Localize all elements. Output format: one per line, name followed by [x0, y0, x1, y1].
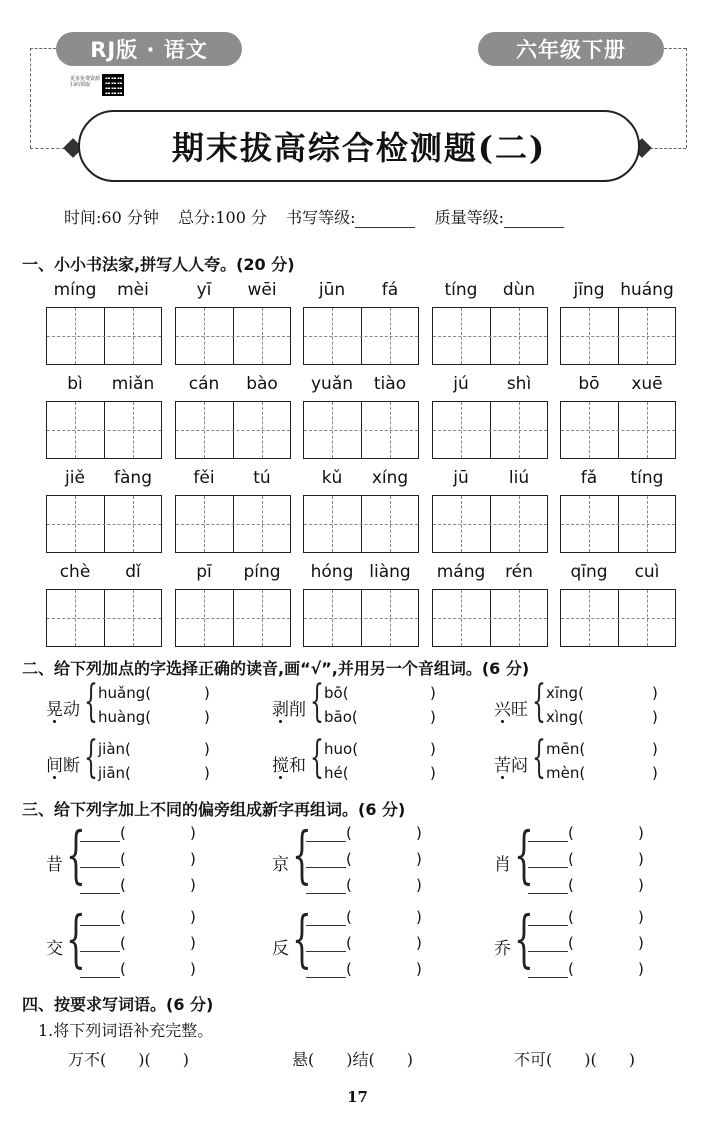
pinyin-label: xuē [631, 374, 663, 394]
pinyin-option[interactable]: hé( [324, 764, 349, 782]
writing-grid-box[interactable] [432, 401, 548, 459]
radical-answer-line[interactable] [80, 934, 126, 952]
brace-icon: { [292, 818, 312, 891]
close-paren: ) [204, 684, 210, 702]
emphasis-dot-icon [279, 776, 282, 779]
radical-answer-line[interactable] [80, 850, 126, 868]
writing-grid-box[interactable] [175, 307, 291, 365]
pinyin-label: tú [253, 468, 271, 488]
close-paren: ) [190, 824, 196, 842]
close-paren: ) [190, 876, 196, 894]
blank-underline[interactable] [528, 881, 568, 894]
pinyin-label: bō [578, 374, 600, 394]
pinyin-label: fàng [114, 468, 152, 488]
close-paren: ) [190, 908, 196, 926]
writing-grid-box[interactable] [560, 401, 676, 459]
pinyin-label: jiě [65, 468, 85, 488]
close-paren: ) [652, 740, 658, 758]
blank-underline[interactable] [80, 939, 120, 952]
close-paren: ) [416, 960, 422, 978]
radical-answer-line[interactable] [306, 876, 352, 894]
pinyin-label: miǎn [111, 374, 155, 394]
pinyin-label: liú [508, 468, 530, 488]
pinyin-option[interactable]: mèn( [546, 764, 586, 782]
pinyin-option[interactable]: jiān( [98, 764, 131, 782]
blank-underline[interactable] [306, 829, 346, 842]
pinyin-option[interactable]: xīng( [546, 684, 584, 702]
brace-icon: { [310, 732, 324, 783]
writing-grid-box[interactable] [560, 307, 676, 365]
writing-grid-box[interactable] [432, 495, 548, 553]
brace-icon: { [514, 818, 534, 891]
writing-grid-box[interactable] [46, 307, 162, 365]
brace-icon: { [292, 902, 312, 975]
pinyin-option[interactable]: huàng( [98, 708, 152, 726]
pinyin-option[interactable]: mēn( [546, 740, 586, 758]
brace-icon: { [532, 676, 546, 727]
radical-answer-line[interactable] [528, 824, 574, 842]
open-paren: ( [568, 908, 574, 926]
target-word: 间断 [46, 756, 80, 776]
close-paren: ) [430, 740, 436, 758]
exam-info [64, 205, 564, 228]
writing-grid-box[interactable] [175, 589, 291, 647]
quality-grade-label: 质量等级: [434, 208, 504, 227]
open-paren: ( [120, 960, 126, 978]
pinyin-label: dùn [502, 280, 536, 300]
blank-underline[interactable] [306, 881, 346, 894]
close-paren: ) [430, 708, 436, 726]
pinyin-option[interactable]: huǎng( [98, 684, 152, 702]
pinyin-label: tíng [444, 280, 478, 300]
section-3-heading: 三、给下列字加上不同的偏旁组成新字再组词。(6 分) [22, 800, 406, 819]
close-paren: ) [204, 708, 210, 726]
pinyin-label: kǔ [321, 468, 343, 488]
brace-icon: { [532, 732, 546, 783]
close-paren: ) [430, 764, 436, 782]
target-word: 晃动 [46, 700, 80, 720]
radical-answer-line[interactable] [528, 908, 574, 926]
pinyin-label: liàng [369, 562, 411, 582]
grade-label: 六年级下册 [478, 32, 664, 66]
brace-icon: { [514, 902, 534, 975]
blank-underline[interactable] [306, 913, 346, 926]
subject-label: RJ版 · 语文 [56, 32, 242, 66]
page-number: 17 [347, 1088, 368, 1106]
idiom-fill-1[interactable]: 万不( )( ) [68, 1050, 189, 1069]
blank-underline[interactable] [528, 913, 568, 926]
writing-grade-label: 书写等级: [286, 208, 356, 227]
close-paren: ) [430, 684, 436, 702]
pinyin-label: yuǎn [310, 374, 354, 394]
blank-underline[interactable] [80, 829, 120, 842]
radical-answer-line[interactable] [306, 908, 352, 926]
open-paren: ( [120, 934, 126, 952]
blank-underline[interactable] [528, 939, 568, 952]
subtask-1: 1.将下列词语补充完整。 [38, 1021, 214, 1040]
close-paren: ) [652, 684, 658, 702]
pinyin-label: fǎ [580, 468, 598, 488]
writing-grid-box[interactable] [46, 589, 162, 647]
pinyin-label: bì [67, 374, 83, 394]
pinyin-label: pī [196, 562, 212, 582]
blank-underline[interactable] [80, 881, 120, 894]
section-2-heading: 二、给下列加点的字选择正确的读音,画“√”,并用另一个音组词。(6 分) [22, 659, 530, 678]
open-paren: ( [568, 960, 574, 978]
blank-underline[interactable] [306, 855, 346, 868]
base-character: 反 [272, 939, 289, 959]
brace-icon: { [66, 902, 86, 975]
close-paren: ) [190, 960, 196, 978]
blank-underline[interactable] [80, 855, 120, 868]
pinyin-option[interactable]: huo( [324, 740, 359, 758]
close-paren: ) [638, 960, 644, 978]
writing-grid-box[interactable] [560, 589, 676, 647]
pinyin-label: tiào [373, 374, 407, 394]
emphasis-dot-icon [279, 720, 282, 723]
idiom-fill-3[interactable]: 不可( )( ) [514, 1050, 635, 1069]
target-word: 剥削 [272, 700, 306, 720]
writing-grid-box[interactable] [303, 495, 419, 553]
writing-grade-field[interactable] [355, 213, 415, 228]
pinyin-option[interactable]: bō( [324, 684, 349, 702]
pinyin-label: chè [59, 562, 91, 582]
pinyin-label: míng [53, 280, 97, 300]
base-character: 乔 [494, 939, 511, 959]
blank-underline[interactable] [306, 965, 346, 978]
pinyin-label: bào [246, 374, 278, 394]
brace-icon: { [84, 732, 98, 783]
open-paren: ( [346, 850, 352, 868]
open-paren: ( [568, 824, 574, 842]
pinyin-label: jīng [573, 280, 605, 300]
open-paren: ( [346, 960, 352, 978]
base-character: 京 [272, 855, 289, 875]
pinyin-label: rén [505, 562, 533, 582]
close-paren: ) [638, 824, 644, 842]
open-paren: ( [120, 850, 126, 868]
base-character: 交 [46, 939, 63, 959]
section-1-heading: 一、小小书法家,拼写人人夸。(20 分) [22, 255, 295, 274]
radical-answer-line[interactable] [80, 876, 126, 894]
pinyin-label: máng [436, 562, 486, 582]
pinyin-label: mèi [117, 280, 149, 300]
open-paren: ( [346, 876, 352, 894]
qr-caption: 更多免费资源 扫码领取 [70, 76, 101, 88]
brace-icon: { [310, 676, 324, 727]
blank-underline[interactable] [306, 939, 346, 952]
emphasis-dot-icon [53, 720, 56, 723]
pinyin-label: dǐ [125, 562, 141, 582]
pinyin-label: fá [381, 280, 399, 300]
close-paren: ) [416, 850, 422, 868]
close-paren: ) [190, 934, 196, 952]
pinyin-label: píng [243, 562, 281, 582]
pinyin-label: hóng [310, 562, 354, 582]
writing-grid-box[interactable] [46, 495, 162, 553]
radical-answer-line[interactable] [80, 960, 126, 978]
total-info: 总分:100 分 [177, 208, 267, 227]
emphasis-dot-icon [53, 776, 56, 779]
pinyin-label: huáng [620, 280, 674, 300]
open-paren: ( [120, 876, 126, 894]
writing-grid-box[interactable] [175, 495, 291, 553]
quality-grade-field[interactable] [504, 213, 564, 228]
blank-underline[interactable] [528, 855, 568, 868]
radical-answer-line[interactable] [80, 908, 126, 926]
pinyin-label: shì [506, 374, 532, 394]
pinyin-label: cuì [634, 562, 660, 582]
pinyin-label: fěi [193, 468, 215, 488]
open-paren: ( [568, 850, 574, 868]
writing-grid-box[interactable] [432, 589, 548, 647]
close-paren: ) [416, 876, 422, 894]
idiom-fill-2[interactable]: 悬( )结( ) [292, 1050, 413, 1069]
radical-answer-line[interactable] [80, 824, 126, 842]
open-paren: ( [346, 934, 352, 952]
brace-icon: { [84, 676, 98, 727]
close-paren: ) [416, 908, 422, 926]
blank-underline[interactable] [528, 965, 568, 978]
radical-answer-line[interactable] [306, 850, 352, 868]
target-word: 兴旺 [494, 700, 528, 720]
radical-answer-line[interactable] [528, 850, 574, 868]
radical-answer-line[interactable] [528, 934, 574, 952]
close-paren: ) [416, 824, 422, 842]
qr-code-icon [102, 74, 124, 96]
emphasis-dot-icon [501, 720, 504, 723]
pinyin-label: qīng [570, 562, 608, 582]
close-paren: ) [416, 934, 422, 952]
brace-icon: { [66, 818, 86, 891]
writing-grid-box[interactable] [303, 401, 419, 459]
pinyin-label: yī [196, 280, 212, 300]
target-word: 搅和 [272, 756, 306, 776]
pinyin-option[interactable]: xìng( [546, 708, 584, 726]
radical-answer-line[interactable] [306, 824, 352, 842]
blank-underline[interactable] [528, 829, 568, 842]
pinyin-label: xíng [371, 468, 409, 488]
writing-grid-box[interactable] [46, 401, 162, 459]
radical-answer-line[interactable] [528, 876, 574, 894]
open-paren: ( [346, 908, 352, 926]
writing-grid-box[interactable] [303, 589, 419, 647]
blank-underline[interactable] [80, 913, 120, 926]
close-paren: ) [638, 850, 644, 868]
close-paren: ) [652, 764, 658, 782]
open-paren: ( [568, 876, 574, 894]
pinyin-label: jūn [318, 280, 346, 300]
radical-answer-line[interactable] [528, 960, 574, 978]
close-paren: ) [638, 934, 644, 952]
open-paren: ( [346, 824, 352, 842]
pinyin-option[interactable]: jiàn( [98, 740, 131, 758]
emphasis-dot-icon [501, 776, 504, 779]
pinyin-label: wēi [247, 280, 277, 300]
base-character: 肖 [494, 855, 511, 875]
close-paren: ) [204, 764, 210, 782]
open-paren: ( [120, 824, 126, 842]
writing-grid-box[interactable] [303, 307, 419, 365]
pinyin-label: tíng [630, 468, 664, 488]
target-word: 苦闷 [494, 756, 528, 776]
close-paren: ) [190, 850, 196, 868]
close-paren: ) [638, 876, 644, 894]
base-character: 昔 [46, 855, 63, 875]
writing-grid-box[interactable] [560, 495, 676, 553]
close-paren: ) [638, 908, 644, 926]
pinyin-option[interactable]: bāo( [324, 708, 358, 726]
pinyin-label: jú [453, 374, 469, 394]
radical-answer-line[interactable] [306, 934, 352, 952]
writing-grid-box[interactable] [175, 401, 291, 459]
close-paren: ) [652, 708, 658, 726]
time-info: 时间:60 分钟 [64, 208, 159, 227]
page-title: 期末拔高综合检测题(二) [78, 110, 640, 182]
blank-underline[interactable] [80, 965, 120, 978]
pinyin-label: jū [453, 468, 469, 488]
open-paren: ( [120, 908, 126, 926]
close-paren: ) [204, 740, 210, 758]
open-paren: ( [568, 934, 574, 952]
writing-grid-box[interactable] [432, 307, 548, 365]
section-4-heading: 四、按要求写词语。(6 分) [22, 995, 214, 1014]
radical-answer-line[interactable] [306, 960, 352, 978]
pinyin-label: cán [188, 374, 220, 394]
